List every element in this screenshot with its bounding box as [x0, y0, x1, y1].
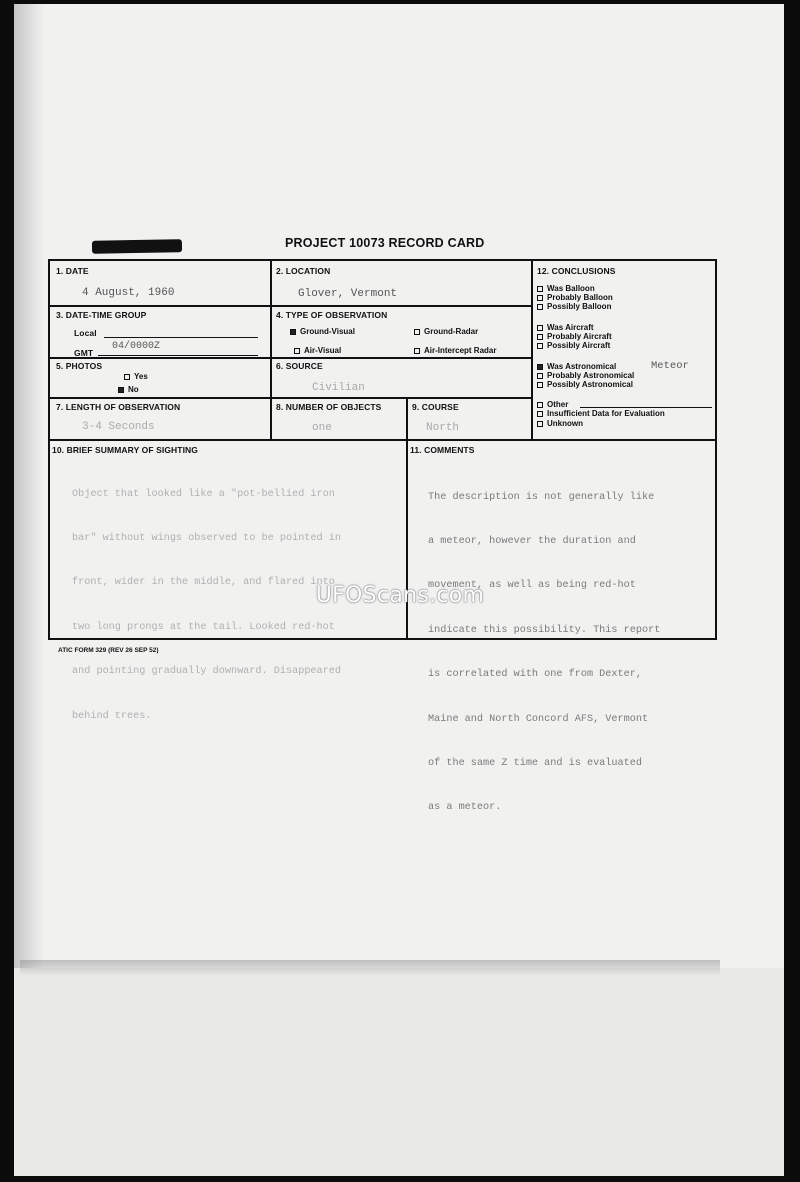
observation-type-label: 4. TYPE OF OBSERVATION — [276, 310, 388, 320]
summary-line: two long prongs at the tail. Looked red-hot — [72, 621, 335, 633]
divider — [531, 261, 533, 439]
checkbox-icon — [537, 334, 543, 340]
checked-box-icon — [537, 364, 543, 370]
air-visual-option[interactable]: Air-Visual — [294, 346, 341, 355]
lower-sheet — [14, 968, 784, 1176]
possibly-aircraft-option[interactable]: Possibly Aircraft — [537, 341, 610, 350]
date-label: 1. DATE — [56, 266, 89, 276]
divider — [50, 305, 531, 307]
ground-radar-option[interactable]: Ground-Radar — [414, 327, 478, 336]
checkbox-icon — [414, 329, 420, 335]
other-underline — [580, 407, 712, 408]
course-value: North — [426, 422, 460, 434]
was-balloon-option[interactable]: Was Balloon — [537, 284, 595, 293]
comment-line: is correlated with one from Dexter, — [428, 669, 642, 681]
location-label: 2. LOCATION — [276, 266, 331, 276]
comment-line: movement, as well as being red-hot — [428, 580, 636, 592]
astronomical-note: Meteor — [651, 360, 689, 372]
photos-label: 5. PHOTOS — [56, 361, 103, 371]
checkbox-icon — [294, 348, 300, 354]
redaction-mark — [92, 239, 182, 254]
was-aircraft-option[interactable]: Was Aircraft — [537, 323, 594, 332]
date-value: 4 August, 1960 — [82, 287, 175, 299]
summary-line: Object that looked like a "pot-bellied iron — [72, 488, 335, 500]
form-number: ATIC FORM 329 (REV 26 SEP 52) — [58, 647, 159, 654]
summary-label: 10. BRIEF SUMMARY OF SIGHTING — [52, 445, 198, 455]
fold-line — [20, 960, 720, 976]
source-value: Civilian — [312, 382, 365, 394]
air-intercept-option[interactable]: Air-Intercept Radar — [414, 346, 496, 355]
comment-line: indicate this possibility. This report — [428, 624, 661, 636]
divider — [406, 397, 408, 439]
course-label: 9. COURSE — [412, 402, 459, 412]
probably-balloon-option[interactable]: Probably Balloon — [537, 293, 613, 302]
insufficient-data-option[interactable]: Insufficient Data for Evaluation — [537, 409, 665, 418]
checkbox-icon — [537, 325, 543, 331]
photos-no-option[interactable]: No — [118, 385, 139, 394]
comment-line: Maine and North Concord AFS, Vermont — [428, 713, 649, 725]
checkbox-icon — [537, 382, 543, 388]
summary-line: front, wider in the middle, and flared into — [72, 577, 335, 589]
divider — [50, 439, 715, 441]
checkbox-icon — [537, 286, 543, 292]
length-value: 3-4 Seconds — [82, 421, 155, 433]
divider — [270, 261, 272, 439]
local-label: Local — [74, 328, 97, 338]
card-title: PROJECT 10073 RECORD CARD — [285, 236, 485, 250]
summary-line: bar" without wings observed to be pointed in — [72, 532, 341, 544]
checked-box-icon — [118, 387, 124, 393]
comments-text — [428, 461, 660, 846]
summary-line: and pointing gradually downward. Disappeared — [72, 666, 341, 678]
photos-yes-option[interactable]: Yes — [124, 372, 148, 381]
gmt-underline — [98, 355, 258, 356]
divider — [50, 357, 531, 359]
comment-line: a meteor, however the duration and — [428, 535, 636, 547]
watermark: UFOScans.com — [315, 583, 485, 608]
possibly-astronomical-option[interactable]: Possibly Astronomical — [537, 380, 633, 389]
checkbox-icon — [124, 374, 130, 380]
checkbox-icon — [537, 421, 543, 427]
source-label: 6. SOURCE — [276, 361, 323, 371]
checkbox-icon — [414, 348, 420, 354]
checkbox-icon — [537, 373, 543, 379]
was-astronomical-option[interactable]: Was Astronomical — [537, 362, 616, 371]
possibly-balloon-option[interactable]: Possibly Balloon — [537, 302, 611, 311]
comment-line: The description is not generally like — [428, 491, 655, 503]
checked-box-icon — [290, 329, 296, 335]
datetime-label: 3. DATE-TIME GROUP — [56, 310, 147, 320]
length-label: 7. LENGTH OF OBSERVATION — [56, 402, 181, 412]
checkbox-icon — [537, 402, 543, 408]
ground-visual-option[interactable]: Ground-Visual — [290, 327, 355, 336]
gmt-label: GMT — [74, 348, 94, 358]
comment-line: as a meteor. — [428, 802, 502, 814]
location-value: Glover, Vermont — [298, 288, 398, 300]
probably-astronomical-option[interactable]: Probably Astronomical — [537, 371, 634, 380]
objects-value: one — [312, 422, 332, 434]
checkbox-icon — [537, 304, 543, 310]
local-underline — [104, 337, 258, 338]
unknown-option[interactable]: Unknown — [537, 419, 583, 428]
other-option[interactable]: Other — [537, 400, 568, 409]
summary-line: behind trees. — [72, 710, 152, 722]
comment-line: of the same Z time and is evaluated — [428, 757, 642, 769]
objects-label: 8. NUMBER OF OBJECTS — [276, 402, 382, 412]
checkbox-icon — [537, 411, 543, 417]
gmt-value: 04/0000Z — [112, 341, 161, 352]
divider — [50, 397, 531, 399]
checkbox-icon — [537, 343, 543, 349]
conclusions-label: 12. CONCLUSIONS — [537, 266, 616, 276]
checkbox-icon — [537, 295, 543, 301]
comments-label: 11. COMMENTS — [410, 445, 475, 455]
probably-aircraft-option[interactable]: Probably Aircraft — [537, 332, 612, 341]
